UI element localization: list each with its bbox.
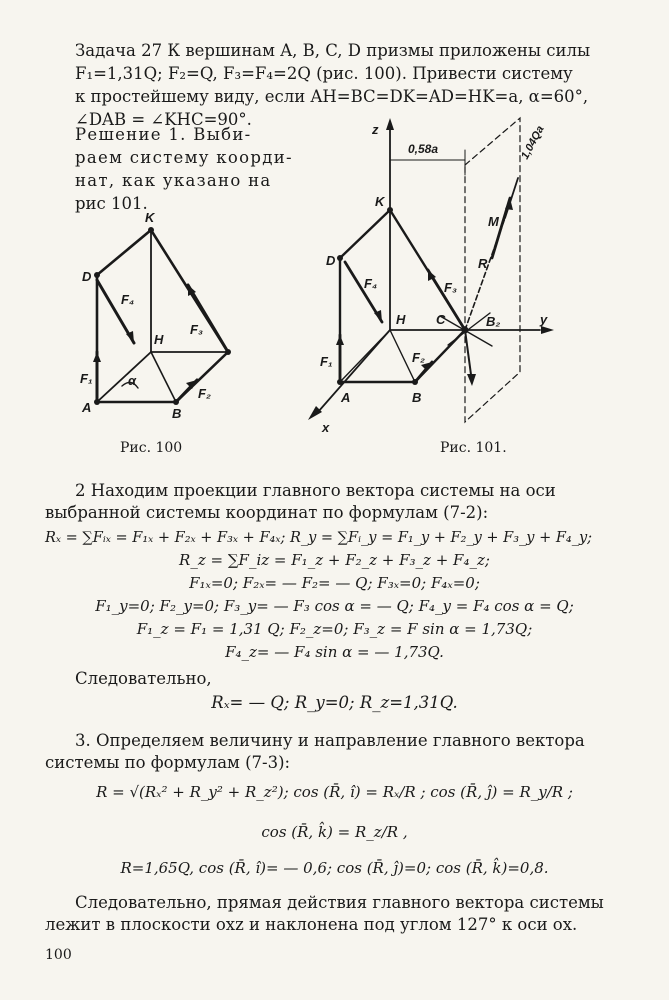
label-H: H	[396, 312, 406, 327]
step3-line-2: системы по формулам (7-3):	[45, 753, 291, 772]
conclusion-line-2: лежит в плоскости oxz и наклонена под углом 127° к оси ox.	[45, 915, 578, 934]
task-line-4: ∠DAB = ∠KHC=90°.	[75, 110, 252, 129]
equation-Fy: F₁_y=0; F₂_y=0; F₃_y= — F₃ cos α = — Q; F₄_y = F₄ cos α = Q;	[95, 597, 574, 615]
label-y: y	[540, 312, 548, 327]
force-F3	[428, 270, 465, 330]
equation-Rx-Ry: Rₓ = ∑Fᵢₓ = F₁ₓ + F₂ₓ + F₃ₓ + F₄ₓ; R_y = ∑Fᵢ_y = F₁_y + F₂_y + F₃_y + F₄_y;	[45, 530, 593, 546]
step2-line-1: 2 Находим проекции главного вектора системы на оси	[75, 481, 556, 500]
figure-100-prism	[70, 205, 250, 425]
equation-Fz: F₁_z = F₁ = 1,31 Q; F₂_z=0; F₃_z = F sin α = 1,73Q;	[136, 620, 533, 638]
figure-101-coordinate-system	[300, 110, 570, 440]
label-B2: B₂	[486, 314, 501, 329]
equation-Rz: R_z = ∑F_iz = F₁_z + F₂_z + F₃_z + F₄_z;	[179, 551, 490, 569]
label-D: D	[82, 269, 92, 284]
label-K: K	[145, 210, 155, 225]
label-F1: F₁	[80, 371, 93, 386]
task-line-3: к простейшему виду, если AH=BC=DK=AD=HK=a, α=60°,	[75, 87, 589, 106]
label-F3: F₃	[444, 280, 457, 295]
force-F3	[188, 285, 228, 352]
solution-line-3: нат, как указано на	[75, 171, 272, 190]
consequently-1: Следовательно,	[75, 669, 212, 688]
equation-cos-k: cos (R̄, k̂) = R_z/R ,	[261, 823, 408, 841]
x-axis	[318, 330, 390, 412]
label-A: A	[82, 400, 92, 415]
equation-F4z: F₄_z= — F₄ sin α = — 1,73Q.	[225, 643, 444, 661]
label-B: B	[412, 390, 422, 405]
label-F3: F₃	[190, 322, 203, 337]
page-number: 100	[45, 947, 72, 963]
label-F4: F₄	[364, 276, 378, 291]
step2-line-2: выбранной системы координат по формулам (7-2):	[45, 503, 489, 522]
equation-R-magnitude: R = √(Rₓ² + R_y² + R_z²); cos (R̄, î) = Rₓ/R ; cos (R̄, ĵ) = R_y/R ;	[96, 783, 573, 801]
task-line-1: Задача 27 К вершинам A, B, C, D призмы приложены силы	[75, 41, 591, 60]
label-B: B	[172, 406, 182, 421]
edge-AH	[97, 352, 151, 402]
solution-line-4: рис 101.	[75, 194, 148, 213]
label-dist: 0,58a	[408, 142, 439, 156]
label-K: K	[375, 194, 385, 209]
label-F1: F₁	[320, 354, 333, 369]
edge-AH	[340, 330, 390, 382]
figure-101-caption: Рис. 101.	[440, 440, 507, 456]
label-Qa: 1,04Qa	[519, 123, 547, 162]
figure-100-caption: Рис. 100	[120, 440, 183, 456]
edge-DK	[340, 210, 390, 258]
label-M: M	[488, 214, 499, 229]
result-R-direction: R=1,65Q, cos (R̄, î)= — 0,6; cos (R̄, ĵ)=0; cos (R̄, k̂)=0,8.	[120, 859, 549, 877]
edge-DK	[97, 230, 151, 275]
label-A: A	[341, 390, 351, 405]
label-alpha: α	[128, 373, 137, 388]
solution-line-1: Решение 1. Выби-	[75, 125, 252, 144]
conclusion-line-1: Следовательно, прямая действия главного вектора системы	[75, 893, 604, 912]
label-z: z	[372, 122, 379, 137]
solution-line-2: раем систему коорди-	[75, 148, 293, 167]
task-line-2: F₁=1,31Q; F₂=Q, F₃=F₄=2Q (рис. 100). Привести систему	[75, 64, 573, 83]
label-H: H	[154, 332, 164, 347]
label-C: C	[436, 312, 446, 327]
step3-line-1: 3. Определяем величину и направление главного вектора	[75, 731, 585, 750]
edge-HB	[151, 352, 176, 402]
label-R: R	[478, 256, 488, 271]
label-D: D	[326, 253, 336, 268]
label-F4: F₄	[121, 292, 135, 307]
equation-Fx: F₁ₓ=0; F₂ₓ= — F₂= — Q; F₃ₓ=0; F₄ₓ=0;	[189, 574, 480, 592]
label-F2: F₂	[412, 350, 425, 365]
result-projections: Rₓ= — Q; R_y=0; R_z=1,31Q.	[211, 693, 458, 712]
label-x: x	[322, 420, 330, 435]
label-F2: F₂	[198, 386, 211, 401]
